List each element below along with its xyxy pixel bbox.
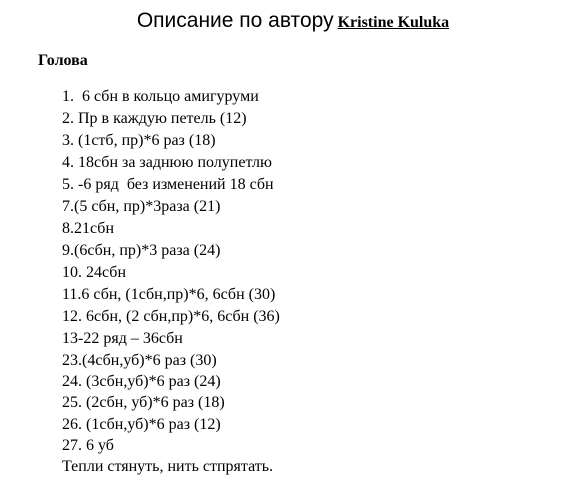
pattern-step: 13-22 ряд – 36сбн <box>62 330 183 347</box>
title-text: Описание по автору <box>136 9 334 32</box>
pattern-step: 10. 24сбн <box>62 264 126 281</box>
pattern-step: 5. -6 ряд без изменений 18 сбн <box>62 176 274 193</box>
pattern-step: Тепли стянуть, нить стпрятать. <box>62 457 274 475</box>
section-heading: Голова <box>38 52 88 69</box>
pattern-step: 3. (1стб, пр)*6 раз (18) <box>62 132 216 149</box>
pattern-step: 25. (2сбн, уб)*6 раз (18) <box>62 394 225 412</box>
pattern-step: 2. Пр в каждую петель (12) <box>62 110 247 127</box>
pattern-step: 7.(5 сбн, пр)*3раза (21) <box>62 198 221 215</box>
pattern-step: 8.21сбн <box>62 220 114 237</box>
pattern-step: 4. 18сбн за заднюю полупетлю <box>62 154 272 171</box>
page-title <box>0 9 586 33</box>
author-name: Kristine Kuluka <box>337 14 450 31</box>
pattern-steps-list <box>62 86 280 477</box>
pattern-step: 23.(4сбн,уб)*6 раз (30) <box>62 352 217 369</box>
pattern-step: 27. 6 уб <box>62 436 114 454</box>
pattern-step: 12. 6сбн, (2 сбн,пр)*6, 6сбн (36) <box>62 308 280 325</box>
pattern-step: 24. (3сбн,уб)*6 раз (24) <box>62 373 221 391</box>
pattern-step: 26. (1сбн,уб)*6 раз (12) <box>62 415 221 433</box>
pattern-step: 11.6 сбн, (1сбн,пр)*6, 6сбн (30) <box>62 286 276 303</box>
pattern-step: 1. 6 сбн в кольцо амигуруми <box>62 88 259 105</box>
pattern-step: 9.(6сбн, пр)*3 раза (24) <box>62 242 221 259</box>
